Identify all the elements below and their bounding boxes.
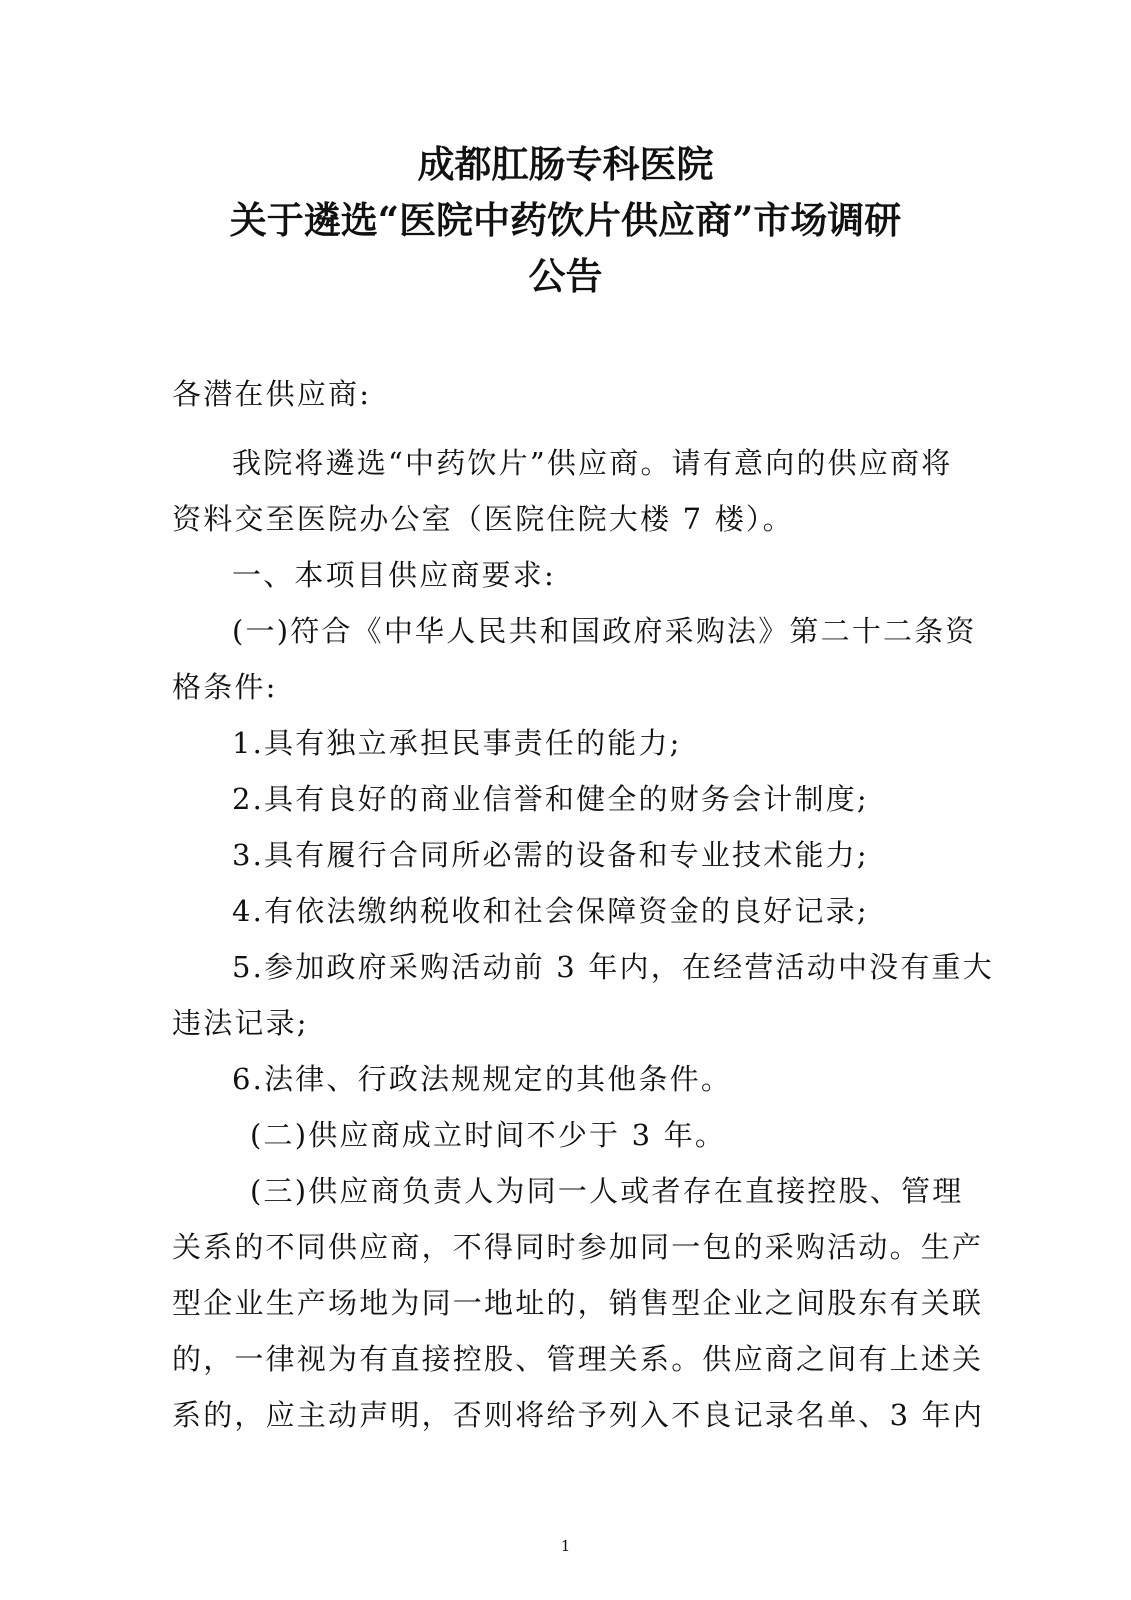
list-item: 4.有依法缴纳税收和社会保障资金的良好记录;: [232, 894, 869, 928]
body-line: 关系的不同供应商，不得同时参加同一包的采购活动。生产: [172, 1230, 984, 1264]
body-line: 我院将遴选“中药饮片”供应商。请有意向的供应商将: [232, 446, 953, 480]
body-line: 的，一律视为有直接控股、管理关系。供应商之间有上述关: [172, 1342, 984, 1376]
body-line: 违法记录;: [172, 1006, 309, 1040]
body-line: 型企业生产场地为同一地址的，销售型企业之间股东有关联: [172, 1286, 984, 1320]
body-line: 系的，应主动声明，否则将给予列入不良记录名单、3 年内: [172, 1398, 985, 1432]
page-number: 1: [560, 1537, 571, 1555]
list-item: 1.具有独立承担民事责任的能力;: [232, 726, 682, 760]
section-heading: 一、本项目供应商要求:: [232, 558, 556, 592]
body-line: (二)供应商成立时间不少于 3 年。: [250, 1118, 727, 1152]
list-item: 3.具有履行合同所必需的设备和专业技术能力;: [232, 838, 869, 872]
list-item: 5.参加政府采购活动前 3 年内，在经营活动中没有重大: [232, 950, 994, 984]
list-item: 6.法律、行政法规规定的其他条件。: [232, 1062, 733, 1096]
salutation: 各潜在供应商:: [172, 377, 372, 411]
body-line: (一)符合《中华人民共和国政府采购法》第二十二条资: [232, 614, 977, 648]
list-item: 2.具有良好的商业信誉和健全的财务会计制度;: [232, 782, 869, 816]
title-hospital-name: 成都肛肠专科医院: [417, 142, 714, 186]
title-notice: 公告: [528, 254, 603, 298]
body-line: 格条件:: [172, 670, 278, 704]
title-subject: 关于遴选“医院中药饮片供应商”市场调研: [229, 198, 902, 242]
body-line: 资料交至医院办公室（医院住院大楼 7 楼）。: [172, 502, 794, 536]
body-line: (三)供应商负责人为同一人或者存在直接控股、管理: [250, 1174, 964, 1208]
